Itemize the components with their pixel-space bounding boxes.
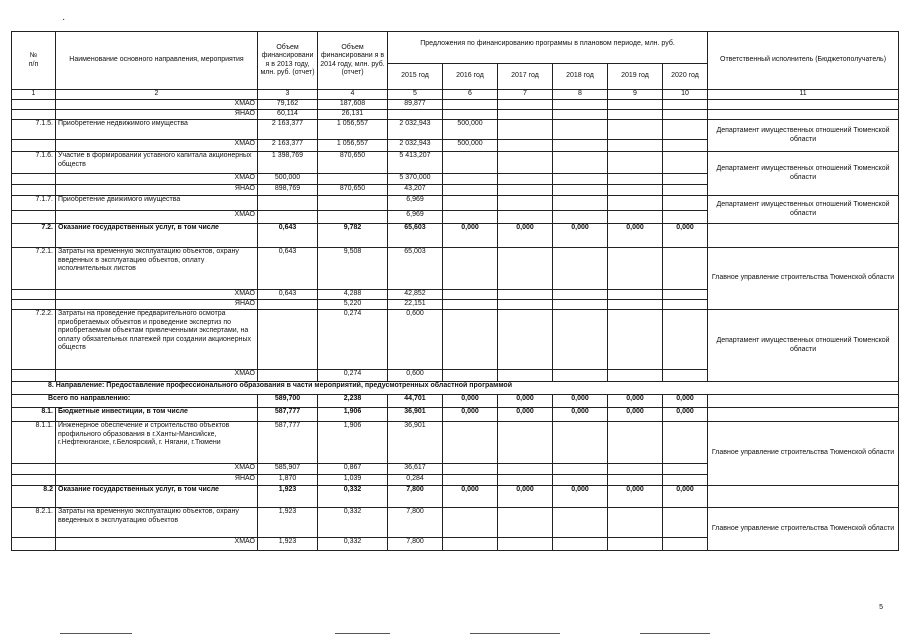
row-name: Затраты на временную эксплуатацию объектов, охрану введенных в эксплуатацию объектов	[56, 508, 258, 538]
value-cell: 0,000	[443, 486, 498, 508]
value-cell: 0,000	[663, 395, 708, 408]
value-cell: 0,000	[443, 224, 498, 248]
header-name: Наименование основного направления, мероприятия	[56, 32, 258, 90]
value-cell: 0,000	[553, 486, 608, 508]
value-cell	[258, 300, 318, 310]
executor-cell: Департамент имущественных отношений Тюменской области	[708, 310, 899, 382]
value-cell: 0,000	[663, 486, 708, 508]
value-cell: 870,650	[318, 185, 388, 196]
value-cell: 26,131	[318, 110, 388, 120]
value-cell: 0,000	[608, 486, 663, 508]
value-cell: 0,274	[318, 310, 388, 370]
value-cell: 36,901	[388, 422, 443, 464]
region-label: ХМАО	[56, 211, 258, 224]
region-label: ЯНАО	[56, 110, 258, 120]
value-cell: 44,701	[388, 395, 443, 408]
value-cell: 5 413,207	[388, 152, 443, 174]
value-cell: 5,220	[318, 300, 388, 310]
value-cell: 1 056,557	[318, 140, 388, 152]
col-number: 9	[608, 90, 663, 100]
table-row	[12, 100, 899, 110]
value-cell: 0,000	[608, 408, 663, 422]
col-number: 11	[708, 90, 899, 100]
row-name: Бюджетные инвестиции, в том числе	[56, 408, 258, 422]
value-cell: 500,000	[258, 174, 318, 185]
value-cell: 2 032,943	[388, 140, 443, 152]
table-row	[12, 120, 899, 140]
executor-cell: Главное управление строительства Тюменской области	[708, 248, 899, 310]
row-name: Оказание государственных услуг, в том числе	[56, 486, 258, 508]
header-proposals: Предложения по финансированию программы в плановом периоде, млн. руб.	[388, 32, 708, 64]
row-number: 7.1.7.	[12, 196, 56, 211]
row-name: Всего по направлению:	[12, 395, 258, 408]
section-row	[12, 382, 899, 395]
value-cell: 0,867	[318, 464, 388, 475]
region-label: ХМАО	[56, 100, 258, 110]
value-cell: 500,000	[443, 120, 498, 140]
scan-artifact	[335, 633, 390, 634]
value-cell: 0,000	[663, 224, 708, 248]
value-cell: 0,332	[318, 486, 388, 508]
value-cell: 1 398,769	[258, 152, 318, 174]
value-cell: 0,274	[318, 370, 388, 382]
value-cell: 7,800	[388, 486, 443, 508]
row-number: 7.2.1.	[12, 248, 56, 290]
scan-artifact	[640, 633, 710, 634]
value-cell: 0,643	[258, 290, 318, 300]
header-year: 2018 год	[553, 64, 608, 90]
value-cell: 9,782	[318, 224, 388, 248]
row-number: 8.1.	[12, 408, 56, 422]
row-name: Приобретение движимого имущества	[56, 196, 258, 211]
executor-cell: Главное управление строительства Тюменской области	[708, 508, 899, 551]
value-cell: 587,777	[258, 422, 318, 464]
table-row	[12, 110, 899, 120]
value-cell: 2 163,377	[258, 140, 318, 152]
value-cell: 500,000	[443, 140, 498, 152]
executor-cell: Департамент имущественных отношений Тюменской области	[708, 196, 899, 224]
value-cell: 0,000	[443, 395, 498, 408]
col-number: 5	[388, 90, 443, 100]
value-cell: 187,608	[318, 100, 388, 110]
col-number: 3	[258, 90, 318, 100]
value-cell: 36,617	[388, 464, 443, 475]
value-cell: 0,000	[608, 224, 663, 248]
value-cell: 65,003	[388, 248, 443, 290]
header-year: 2019 год	[608, 64, 663, 90]
col-number: 10	[663, 90, 708, 100]
value-cell: 0,000	[553, 224, 608, 248]
col-number: 7	[498, 90, 553, 100]
header-executor: Ответственный исполнитель (Бюджетополучатель)	[708, 32, 899, 90]
value-cell: 42,852	[388, 290, 443, 300]
value-cell: 0,600	[388, 310, 443, 370]
value-cell: 2 163,377	[258, 120, 318, 140]
header-year: 2016 год	[443, 64, 498, 90]
value-cell: 0,000	[498, 486, 553, 508]
row-number: 8.1.1.	[12, 422, 56, 464]
row-name: Инженерное обеспечение и строительство объектов профильного образования в г.Ханты-Мансийске, г.Нефтеюганске, г.Белоярский, г. Нягани, г.Тюмени	[56, 422, 258, 464]
value-cell: 6,969	[388, 196, 443, 211]
table-row	[12, 395, 899, 408]
value-cell: 1,870	[258, 475, 318, 486]
value-cell: 36,901	[388, 408, 443, 422]
table-row	[12, 408, 899, 422]
value-cell: 7,800	[388, 508, 443, 538]
row-name: Оказание государственных услуг, в том числе	[56, 224, 258, 248]
value-cell: 587,777	[258, 408, 318, 422]
value-cell: 585,907	[258, 464, 318, 475]
value-cell: 0,000	[553, 408, 608, 422]
value-cell: 589,700	[258, 395, 318, 408]
table-row	[12, 310, 899, 370]
value-cell: 870,650	[318, 152, 388, 174]
value-cell	[318, 174, 388, 185]
region-label: ХМАО	[56, 464, 258, 475]
row-number: 7.2.2.	[12, 310, 56, 370]
value-cell: 5 370,000	[388, 174, 443, 185]
value-cell: 0,000	[553, 395, 608, 408]
value-cell: 1,923	[258, 508, 318, 538]
scan-artifact	[470, 633, 560, 634]
region-label: ЯНАО	[56, 300, 258, 310]
value-cell: 1,923	[258, 486, 318, 508]
column-numbers-row	[12, 90, 899, 100]
value-cell: 79,162	[258, 100, 318, 110]
value-cell: 0,000	[498, 224, 553, 248]
row-number: 7.1.6.	[12, 152, 56, 174]
value-cell: 43,207	[388, 185, 443, 196]
value-cell: 0,643	[258, 224, 318, 248]
value-cell: 898,769	[258, 185, 318, 196]
value-cell: 0,643	[258, 248, 318, 290]
executor-cell: Департамент имущественных отношений Тюменской области	[708, 120, 899, 152]
value-cell: 0,600	[388, 370, 443, 382]
table-row	[12, 152, 899, 174]
executor-cell: Департамент имущественных отношений Тюменской области	[708, 152, 899, 196]
table-row	[12, 422, 899, 464]
value-cell: 2,238	[318, 395, 388, 408]
value-cell: 0,000	[443, 408, 498, 422]
region-label: ХМАО	[56, 370, 258, 382]
value-cell: 6,969	[388, 211, 443, 224]
header-year: 2015 год	[388, 64, 443, 90]
value-cell: 0,000	[663, 408, 708, 422]
col-number: 2	[56, 90, 258, 100]
region-label: ХМАО	[56, 174, 258, 185]
col-number: 4	[318, 90, 388, 100]
value-cell: 0,332	[318, 508, 388, 538]
value-cell: 4,288	[318, 290, 388, 300]
value-cell: 65,603	[388, 224, 443, 248]
value-cell: 89,877	[388, 100, 443, 110]
col-number: 8	[553, 90, 608, 100]
row-number: 8.2	[12, 486, 56, 508]
value-cell: 2 032,943	[388, 120, 443, 140]
financing-table	[11, 31, 899, 551]
value-cell: 60,114	[258, 110, 318, 120]
value-cell: 1,923	[258, 538, 318, 551]
row-number: 7.2.	[12, 224, 56, 248]
value-cell: 0,284	[388, 475, 443, 486]
header-vol2014: Объем финансировани я в 2014 году, млн. руб. (отчет)	[318, 32, 388, 90]
value-cell: 0,000	[608, 395, 663, 408]
region-label: ХМАО	[56, 140, 258, 152]
col-number: 1	[12, 90, 56, 100]
page-number: 5	[879, 604, 883, 611]
header-year: 2017 год	[498, 64, 553, 90]
value-cell: 0,000	[498, 395, 553, 408]
section-title: 8. Направление: Предоставление профессионального образования в части мероприятий, предусмотренных областной программой	[12, 382, 899, 395]
value-cell: 1,906	[318, 408, 388, 422]
region-label: ХМАО	[56, 290, 258, 300]
value-cell: 1,039	[318, 475, 388, 486]
region-label: ЯНАО	[56, 475, 258, 486]
header-vol2013: Объем финансировани я в 2013 году, млн. руб. (отчет)	[258, 32, 318, 90]
row-name: Участие в формировании уставного капитала акционерных обществ	[56, 152, 258, 174]
value-cell: 0,332	[318, 538, 388, 551]
value-cell: 9,508	[318, 248, 388, 290]
region-label: ЯНАО	[56, 185, 258, 196]
row-name: Затраты на временную эксплуатацию объектов, охрану введенных в эксплуатацию объектов, оплату исполнительных листов	[56, 248, 258, 290]
value-cell: 22,151	[388, 300, 443, 310]
scan-artifact	[60, 633, 132, 634]
table-row	[12, 224, 899, 248]
header-year: 2020 год	[663, 64, 708, 90]
table-row	[12, 196, 899, 211]
value-cell: 1,906	[318, 422, 388, 464]
value-cell: 7,800	[388, 538, 443, 551]
region-label: ХМАО	[56, 538, 258, 551]
row-name: Затраты на проведение предварительного осмотра приобретаемых объектов и проведение экспертиз по приобретаемым объектам привлеченными экспертами, на оплату обязательных платежей при создании акционерных обществ	[56, 310, 258, 370]
row-number: 7.1.5.	[12, 120, 56, 140]
table-row	[12, 486, 899, 508]
value-cell: 0,000	[498, 408, 553, 422]
row-number: 8.2.1.	[12, 508, 56, 538]
page-mark: ·	[62, 14, 66, 25]
value-cell: 1 056,557	[318, 120, 388, 140]
row-name: Приобретение недвижимого имущества	[56, 120, 258, 140]
executor-cell: Главное управление строительства Тюменской области	[708, 422, 899, 486]
table-row	[12, 508, 899, 538]
header-num: № п/п	[12, 32, 56, 90]
table-row	[12, 248, 899, 290]
col-number: 6	[443, 90, 498, 100]
